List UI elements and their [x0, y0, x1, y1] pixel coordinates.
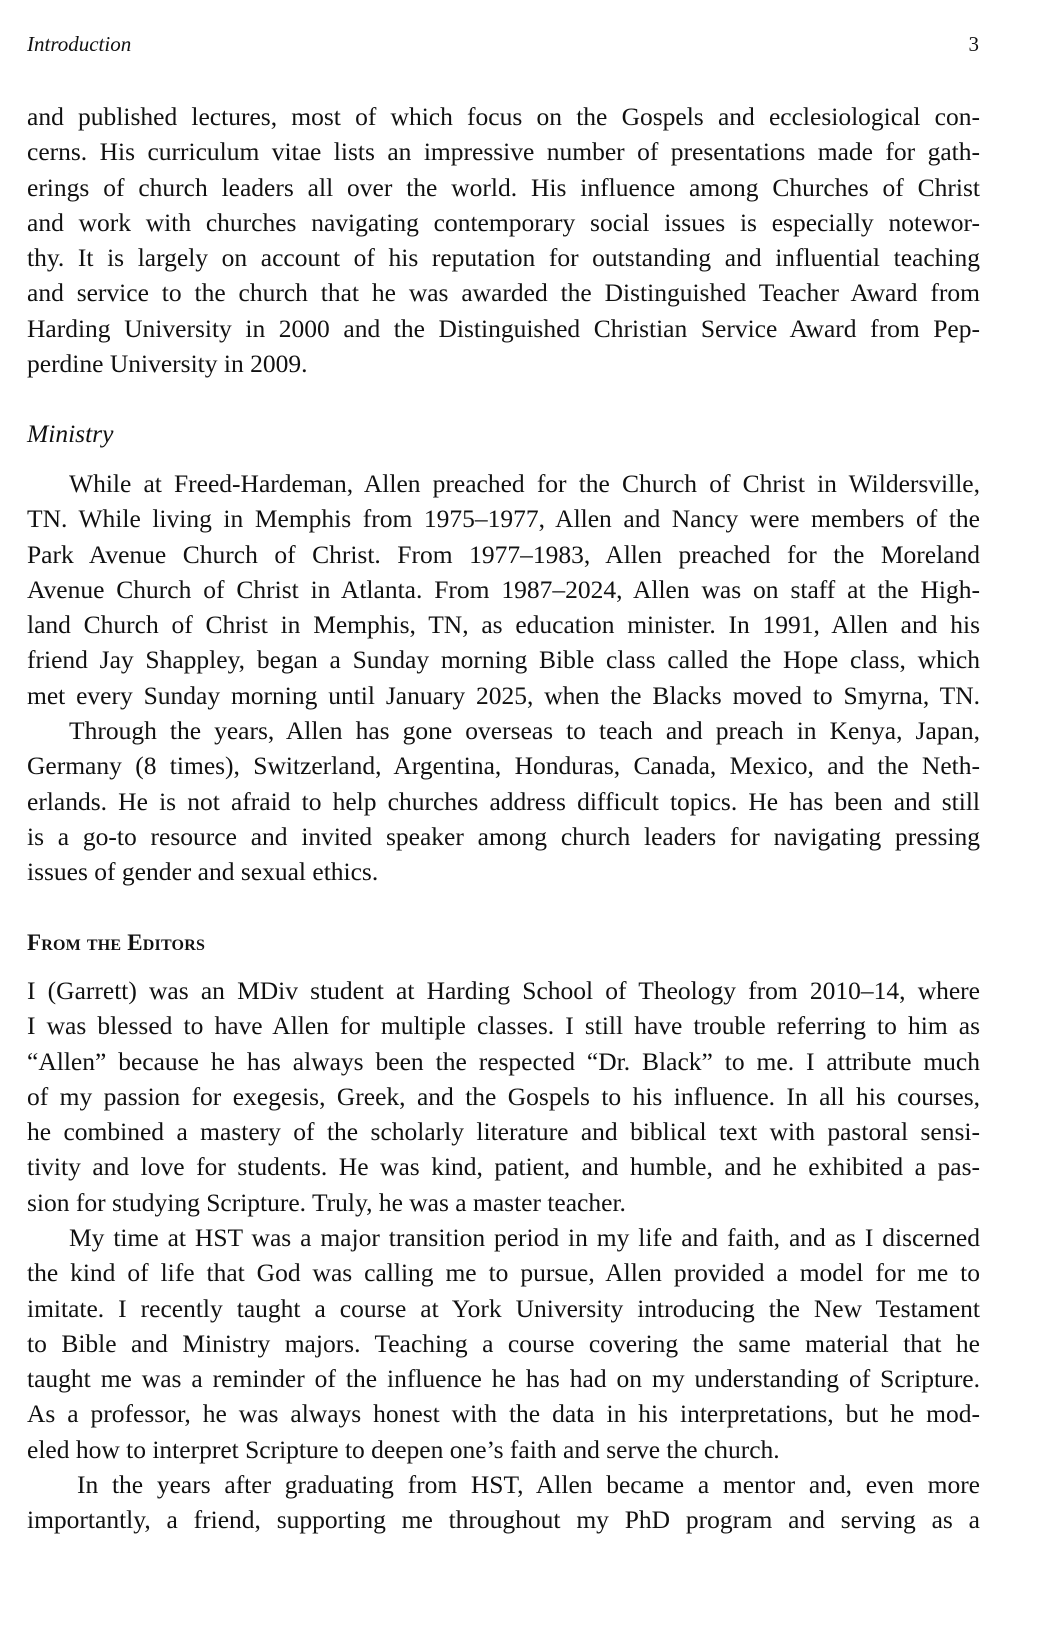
- text-line: sion for studying Scripture. Truly, he was a master teacher.: [27, 1187, 626, 1217]
- text-line: Avenue Church of Christ in Atlanta. From 1987–2024, Allen was on staff at the High-: [27, 574, 980, 604]
- text-line: Through the years, Allen has gone overseas to teach and preach in Kenya, Japan,: [69, 716, 980, 745]
- subheading-ministry: Ministry: [27, 419, 114, 448]
- text-line: thy. It is largely on account of his reputation for outstanding and influential teaching: [27, 243, 980, 272]
- text-line: My time at HST was a major transition period in my life and faith, and as I discerned: [69, 1223, 980, 1252]
- running-header: [27, 32, 979, 62]
- text-line: land Church of Christ in Memphis, TN, as education minister. In 1991, Allen and his: [27, 610, 980, 639]
- text-line: friend Jay Shappley, began a Sunday morning Bible class called the Hope class, which: [27, 645, 980, 675]
- paragraph-intro-continuation: [27, 99, 980, 381]
- text-line: the kind of life that God was calling me to pursue, Allen provided a model for me to: [27, 1258, 980, 1288]
- text-line: Park Avenue Church of Christ. From 1977–1983, Allen preached for the Moreland: [27, 539, 980, 569]
- paragraph-ministry-1: [27, 466, 980, 713]
- text-line: I (Garrett) was an MDiv student at Harding School of Theology from 2010–14, where: [27, 976, 980, 1005]
- text-line: and service to the church that he was awarded the Distinguished Teacher Award from: [27, 278, 980, 308]
- text-line: I was blessed to have Allen for multiple classes. I still have trouble referring to him as: [27, 1011, 980, 1041]
- text-line: he combined a mastery of the scholarly literature and biblical text with pastoral sensi-: [27, 1117, 980, 1146]
- page-number: 3: [968, 32, 979, 56]
- text-line: of my passion for exegesis, Greek, and the Gospels to his influence. In all his courses,: [27, 1081, 980, 1111]
- text-line: While at Freed-Hardeman, Allen preached for the Church of Christ in Wildersville,: [69, 469, 980, 498]
- text-line: TN. While living in Memphis from 1975–1977, Allen and Nancy were members of the: [27, 504, 980, 534]
- text-line: perdine University in 2009.: [27, 348, 308, 378]
- paragraph-editors-2: [27, 1220, 980, 1467]
- paragraph-ministry-2: [27, 713, 980, 889]
- text-line: issues of gender and sexual ethics.: [27, 857, 379, 886]
- text-line: Harding University in 2000 and the Distinguished Christian Service Award from Pep-: [27, 313, 980, 343]
- text-line: tivity and love for students. He was kind, patient, and humble, and he exhibited a pas-: [27, 1152, 980, 1182]
- text-line: cerns. His curriculum vitae lists an impressive number of presentations made for gath-: [27, 137, 980, 167]
- text-line: to Bible and Ministry majors. Teaching a course covering the same material that he: [27, 1328, 980, 1358]
- section-heading-from-the-editors: From the Editors: [27, 930, 206, 955]
- text-line: eled how to interpret Scripture to deepen one’s faith and serve the church.: [27, 1434, 780, 1464]
- paragraph-editors-1: [27, 973, 980, 1220]
- text-line: erings of church leaders all over the world. His influence among Churches of Christ: [27, 172, 980, 202]
- text-line: “Allen” because he has always been the respected “Dr. Black” to me. I attribute much: [27, 1046, 980, 1076]
- text-line: erlands. He is not afraid to help churches address difficult topics. He has been and still: [27, 786, 980, 816]
- text-line: met every Sunday morning until January 2025, when the Blacks moved to Smyrna, TN.: [27, 680, 980, 710]
- text-line: As a professor, he was always honest with the data in his interpretations, but he mod-: [27, 1399, 980, 1429]
- text-line: Germany (8 times), Switzerland, Argentina, Honduras, Canada, Mexico, and the Neth-: [27, 751, 980, 781]
- running-title: Introduction: [27, 32, 132, 56]
- text-line: and published lectures, most of which focus on the Gospels and ecclesiological con-: [27, 102, 980, 131]
- text-line: taught me was a reminder of the influence he has had on my understanding of Scripture.: [27, 1364, 980, 1393]
- text-line: imitate. I recently taught a course at York University introducing the New Testament: [27, 1293, 980, 1323]
- text-line: importantly, a friend, supporting me throughout my PhD program and serving as a: [27, 1505, 980, 1535]
- paragraph-editors-3: [27, 1467, 980, 1538]
- text-line: is a go-to resource and invited speaker among church leaders for navigating pressing: [27, 821, 980, 851]
- text-line: and work with churches navigating contemporary social issues is especially notewor-: [27, 207, 980, 237]
- text-line: In the years after graduating from HST, Allen became a mentor and, even more: [77, 1470, 980, 1499]
